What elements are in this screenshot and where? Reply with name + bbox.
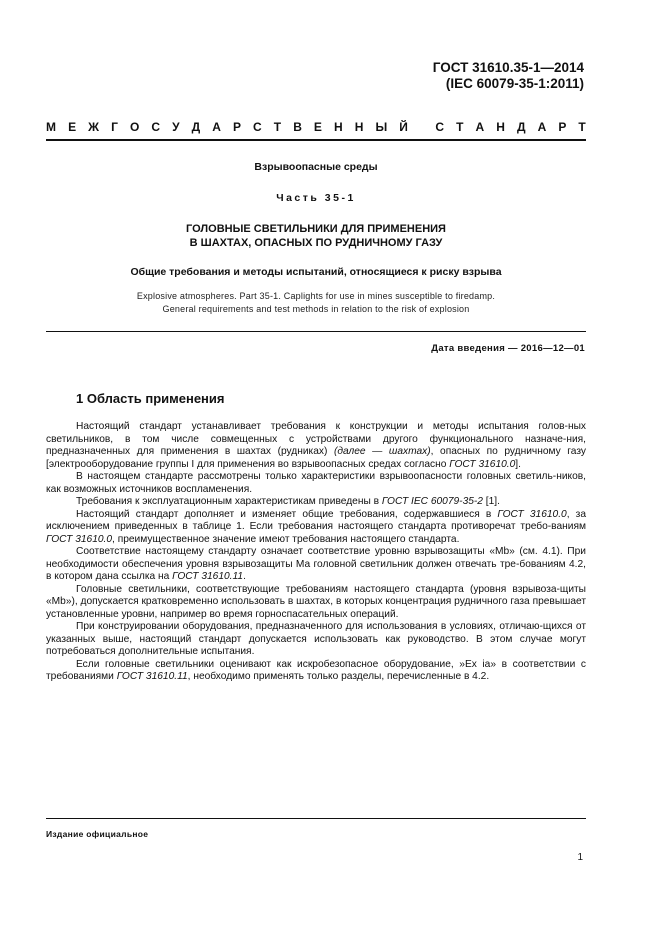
banner-letter: Й xyxy=(399,120,408,134)
paragraph: В настоящем стандарте рассмотрены только характеристики взрывоопасности головных светиль-ников, как возможных источников воспламенения. xyxy=(46,471,586,495)
banner-letter: Е xyxy=(68,120,77,134)
banner-letter: Ж xyxy=(88,120,99,134)
iec-number: (IEC 60079-35-1:2011) xyxy=(445,76,584,91)
banner-divider xyxy=(46,139,586,141)
banner-letter: Ы xyxy=(375,120,388,134)
banner-letter: Д xyxy=(191,120,201,134)
banner-letter: У xyxy=(172,120,180,134)
paragraph: При конструировании оборудования, предназначенного для использования в условиях, отличаю-щихся от указанных выше, настоящий стандарт допускается использовать как руководство. В этом случае могут потребоваться дополнительные испытания. xyxy=(46,621,586,657)
paragraph: Соответствие настоящему стандарту означает соответствие уровню взрывозащиты «Mb» (см. 4.1). При необходимости обеспечения уровня взрывозащиты Ма головной светильник должен отвечать тре-бованиям 4.2, в котором дана ссылка на ГОСТ 31610.11. xyxy=(46,546,586,582)
section-title: 1 Область применения xyxy=(76,391,225,406)
paragraph: Требования к эксплуатационным характеристикам приведены в ГОСТ IEC 60079-35-2 [1]. xyxy=(76,496,500,507)
standard-number-block xyxy=(433,60,584,92)
english-title xyxy=(46,290,586,316)
section-body xyxy=(46,421,586,684)
banner-letter: Р xyxy=(558,120,567,134)
banner-letter: Н xyxy=(334,120,343,134)
paragraph: Настоящий стандарт устанавливает требования к конструкции и методы испытания голов-ных светильников, в том числе совмещенных с устройствами другого функционального назначе-ния, предназначенных для применения в шахтах (рудниках) (далее — шахтах), опасных по рудничному газу [электрооборудование группы I для применения во взрывоопасных средах согласно ГОСТ 31610.0]. xyxy=(46,421,586,470)
banner-letter: Г xyxy=(111,120,118,134)
interstate-standard-banner xyxy=(46,120,586,134)
main-title-line-1: ГОЛОВНЫЕ СВЕТИЛЬНИКИ ДЛЯ ПРИМЕНЕНИЯ xyxy=(186,223,446,235)
english-title-line-2: General requirements and test methods in relation to the risk of explosion xyxy=(162,304,470,314)
banner-letter: Р xyxy=(232,120,241,134)
banner-letter: Т xyxy=(456,120,464,134)
gost-number: ГОСТ 31610.35-1—2014 xyxy=(432,60,584,75)
banner-letter: Е xyxy=(313,120,322,134)
subtitle: Общие требования и методы испытаний, относящиеся к риску взрыва xyxy=(130,266,502,278)
title-line: Взрывоопасные среды xyxy=(254,161,378,173)
banner-letter: Т xyxy=(578,120,586,134)
banner-letter: Н xyxy=(496,120,505,134)
banner-letter: С xyxy=(435,120,445,134)
english-title-line-1: Explosive atmospheres. Part 35-1. Caplights for use in mines susceptible to firedamp. xyxy=(136,291,496,301)
official-edition-label: Издание официальное xyxy=(46,829,149,839)
banner-letter xyxy=(420,120,423,134)
banner-letter: Т xyxy=(273,120,282,134)
banner-letter: Д xyxy=(516,120,526,134)
paragraph: Головные светильники, соответствующие требованиям настоящего стандарта (уровня взрывоза-щиты «Mb»), допускается кратковременно использовать в шахтах, в которых концентрация рудничного газа превышает установленные уровни, например во время горноспасательных операций. xyxy=(46,583,586,620)
paragraph: Настоящий стандарт дополняет и изменяет общие требования, содержавшиеся в ГОСТ 31610.0, за исключением приведенных в таблице 1. Если требования настоящего стандарта противоречат требо-ваниям ГОСТ 31610.0, преимущественное значение имеют требования настоящего стандарта. xyxy=(46,508,586,545)
title-block xyxy=(46,161,586,316)
banner-letter: О xyxy=(129,120,140,134)
title-divider xyxy=(46,331,586,332)
main-title-line-2: В ШАХТАХ, ОПАСНЫХ ПО РУДНИЧНОМУ ГАЗУ xyxy=(189,237,443,249)
introduction-date: Дата введения — 2016—12—01 xyxy=(431,343,585,354)
banner-letter: А xyxy=(212,120,221,134)
banner-letter: В xyxy=(293,120,302,134)
banner-letter: С xyxy=(253,120,262,134)
footer-divider xyxy=(46,818,586,819)
banner-letter: М xyxy=(46,120,56,134)
page-number: 1 xyxy=(577,852,583,863)
part-number: Часть 35-1 xyxy=(276,192,356,204)
banner-letter: А xyxy=(475,120,485,134)
paragraph: Если головные светильники оценивают как искробезопасное оборудование, »Ex ia» в соответствии с требованиями ГОСТ 31610.11, необходимо применять только разделы, перечисленные в 4.2. xyxy=(46,658,586,682)
banner-letter: А xyxy=(537,120,547,134)
banner-letter: С xyxy=(151,120,161,134)
banner-letter: Н xyxy=(354,120,364,134)
main-title xyxy=(46,222,586,250)
